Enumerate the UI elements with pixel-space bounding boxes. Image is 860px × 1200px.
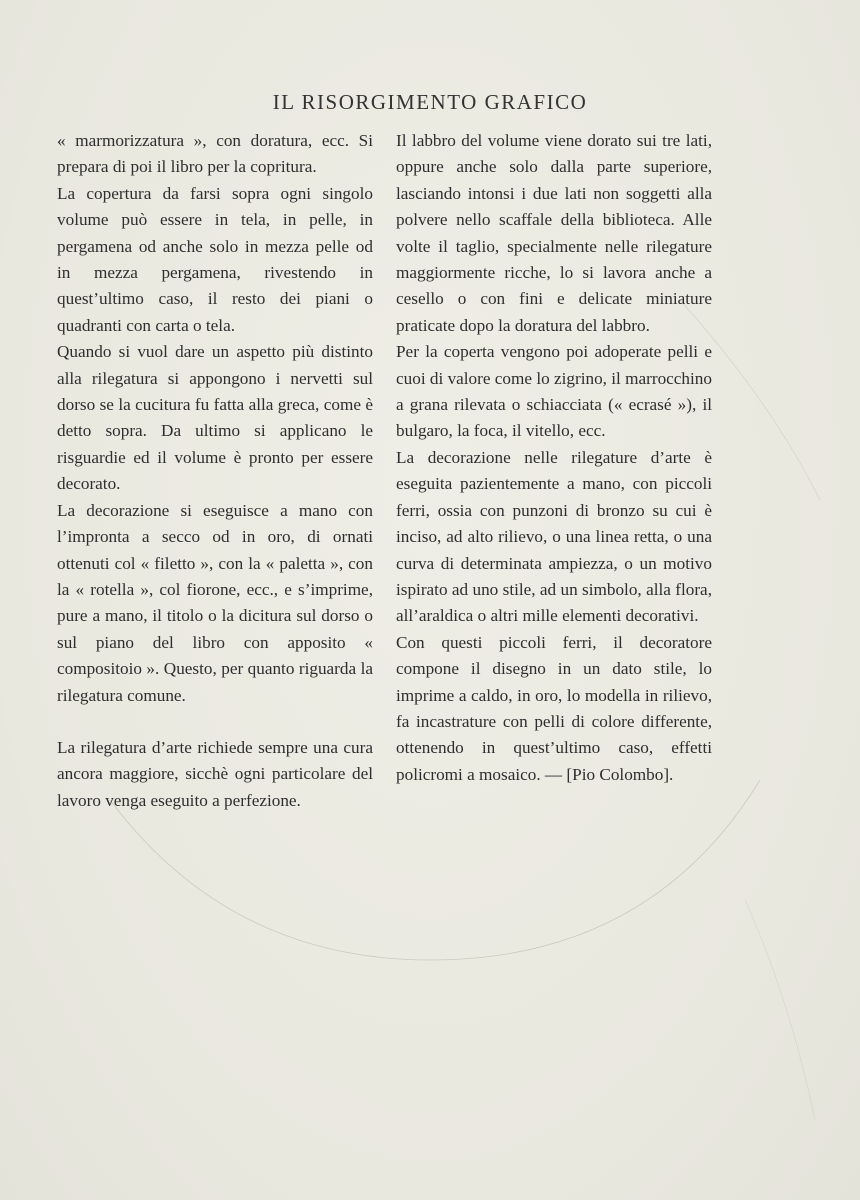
paragraph: La decorazione nelle rilegature d’arte è eseguita pazientemente a mano, con piccoli ferri, ossia con punzoni di bronzo su cui è inciso, ad alto rilievo, o una linea retta, o una curva di determinata ampiezza, o un motivo ispirato ad uno stile, ad un simbolo, alla flora, all’araldica o altri mille elementi decorativi. — [396, 447, 712, 626]
paragraph: Con questi piccoli ferri, il decoratore compone il disegno in un dato stile, lo imprime a caldo, in oro, lo modella in rilievo, fa incastrature con pelli di colore differente, ottenendo in quest’ultimo caso, effetti policromi a mosaico. — [Pio Colombo]. — [396, 632, 712, 784]
paragraph: « marmorizzatura », con doratura, ecc. Si prepara di poi il libro per la copritura. — [57, 131, 373, 177]
paragraph: La decorazione si eseguisce a mano con l’impronta a secco od in oro, di ornati ottenuti col « filetto », con la « paletta », con la « rotella », col fiorone, ecc., e s’imprime, pure a mano, il titolo o la dicitura sul dorso o sul piano del libro con apposito « compositoio ». Questo, per quanto riguarda la rilegatura comune. — [57, 500, 373, 705]
paragraph: La copertura da farsi sopra ogni singolo volume può essere in tela, in pelle, in pergamena od anche solo in mezza pelle od in mezza pergamena, rivestendo in quest’ultimo caso, il resto dei piani o quadranti con carta o tela. — [57, 183, 373, 335]
paragraph: Per la coperta vengono poi adoperate pelli e cuoi di valore come lo zigrino, il marrocchino a grana rilevata o schiacciata (« ecrasé »), il bulgaro, la foca, il vitello, ecc. — [396, 342, 712, 441]
running-title: IL RISORGIMENTO GRAFICO — [272, 90, 588, 114]
right-column — [396, 128, 712, 788]
paragraph: Il labbro del volume viene dorato sui tre lati, oppure anche solo dalla parte superiore, lasciando intonsi i due lati non soggetti alla polvere nello scaffale della biblioteca. Alle volte il taglio, specialmente nelle rilegature maggiormente ricche, lo si lavora anche a cesello o con fini e delicate miniature praticate dopo la doratura del labbro. — [396, 131, 712, 335]
paragraph: Quando si vuol dare un aspetto più distinto alla rilegatura si appongono i nervetti sul dorso se la cucitura fu fatta alla greca, come è detto sopra. Da ultimo si applicano le risguardie ed il volume è pronto per essere decorato. — [57, 342, 373, 494]
paragraph: La rilegatura d’arte richiede sempre una cura ancora maggiore, sicchè ogni particolare del lavoro venga eseguito a perfezione. — [57, 737, 373, 810]
left-column — [57, 128, 373, 814]
